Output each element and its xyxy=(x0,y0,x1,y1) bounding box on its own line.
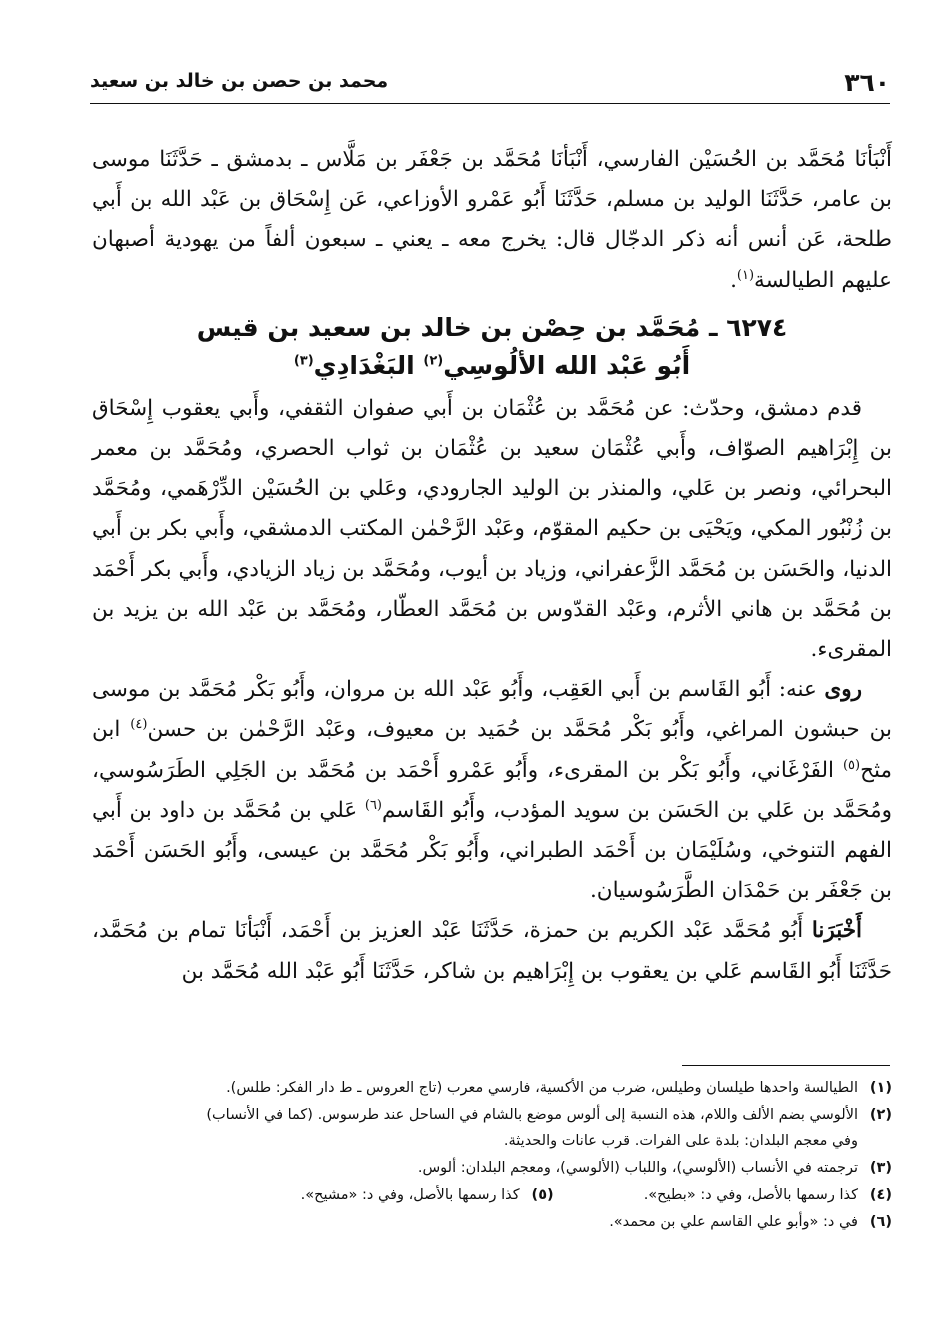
footnote-6 xyxy=(92,1209,892,1236)
paragraph-end: . xyxy=(730,267,737,293)
footnote-number: (٣) xyxy=(869,1160,892,1177)
akhbarana-label: أَخْبَرَنا xyxy=(811,918,862,944)
footnote-number: (٢) xyxy=(869,1106,892,1123)
page-number: ٣٦٠ xyxy=(844,68,890,97)
footnote-5 xyxy=(301,1182,554,1209)
running-title: محمد بن حصن بن خالد بن سعيد xyxy=(90,70,389,92)
paragraph-students xyxy=(92,670,892,911)
footnote-row-4-5 xyxy=(92,1182,892,1209)
footnote-ref-1[interactable]: (١) xyxy=(736,267,755,283)
footnote-text: كذا رسمها بالأصل، وفي د: «بطيح». xyxy=(643,1186,858,1203)
footnote-number: (٦) xyxy=(869,1213,892,1230)
footnote-2-continued: وفي معجم البلدان: بلدة على الفرات. قرب عانات والحديثة. xyxy=(503,1133,858,1150)
students-text-2: ابن مثح xyxy=(92,717,892,783)
students-text-3: الفَرْغَاني، وأَبُو بَكْر بن المقرىء، وأَبُو عَمْرو أَحْمَد بن مُحَمَّد بن الجَلِي الطَرَسُوسي، ومُحَمَّد بن عَلي بن الحَسَن بن سويد المؤدب، وأَبُو القَاسم xyxy=(92,757,893,823)
entry-subtitle xyxy=(92,347,892,385)
footnote-number: (٥) xyxy=(531,1186,554,1203)
footnotes xyxy=(92,1075,892,1235)
footnote-ref-4[interactable]: (٤) xyxy=(130,717,148,733)
footnote-ref-5[interactable]: (٥) xyxy=(842,757,861,773)
footnote-ref-3[interactable]: (٣) xyxy=(293,353,314,369)
riwaya-label: روى xyxy=(824,677,862,703)
header-rule xyxy=(90,103,890,104)
footnote-1 xyxy=(92,1075,892,1102)
students-text-4: عَلي بن مُحَمَّد بن داود بن أَبي الفهم التنوخي، وسُلَيْمَان بن أَحْمَد الطبراني، وأَبُو بَكْر مُحَمَّد بن عيسى، وأَبُو الحَسَن أَحْمَد بن جَعْفَر بن حَمْدَان الطَّرَسُوسيان. xyxy=(92,797,892,904)
footnote-text: الألوسي بضم الألف واللام، هذه النسبة إلى ألوس موضع بالشام في الساحل عند طرسوس. (كما في الأنساب) xyxy=(206,1106,858,1123)
footnote-ref-2[interactable]: (٢) xyxy=(423,353,444,369)
paragraph-teachers: قدم دمشق، وحدّث: عن مُحَمَّد بن عُثْمَان بن أَبي صفوان الثقفي، وأَبي يعقوب إِسْحَاق بن إِبْرَاهيم الصوّاف، وأَبي عُثْمَان سعيد بن عُثْمَان بن ثواب الحصري، ومُحَمَّد بن معمر البحرائي، ونصر بن عَلي، والمنذر بن الوليد الجارودي، وعَلي بن الحُسَيْن الدِّرْهَمي، ومُحَمَّد بن زُنْبُور المكي، ويَحْيَى بن حكيم المقوّم، وعَبْد الرَّحْمٰن المكتب الدمشقي، وأَبي بكر بن أَبي الدنيا، والحَسَن بن مُحَمَّد الزَّعفراني، وزياد بن أيوب، ومُحَمَّد بن زياد الزيادي، وأَبي بكر أَحْمَد بن مُحَمَّد بن هاني الأثرم، وعَبْد القدّوس بن مُحَمَّد العطّار، ومُحَمَّد بن عَبْد الله بن يزيد بن المقرىء. xyxy=(92,395,892,663)
paragraph-chain-1 xyxy=(92,140,892,301)
page-header xyxy=(90,60,890,100)
footnote-number: (١) xyxy=(869,1080,892,1096)
footnote-text: في د: «وأبو علي القاسم علي بن محمد». xyxy=(609,1213,858,1230)
footnote-ref-6[interactable]: (٦) xyxy=(364,797,382,813)
chain-text: أَبُو مُحَمَّد عَبْد الكريم بن حمزة، حَدَّثَنَا عَبْد العزيز بن أَحْمَد، أَنْبَأنَا تمام بن مُحَمَّد، حَدَّثَنَا أَبُو القَاسم عَلي بن يعقوب بن إِبْرَاهيم بن شاكر، حَدَّثَنَا أَبُو عَبْد الله مُحَمَّد بن xyxy=(92,918,892,984)
entry-nisba-2: البَغْدَادِي xyxy=(313,350,424,380)
footnote-text: كذا رسمها بالأصل، وفي د: «مشيح». xyxy=(300,1186,520,1203)
footnote-3 xyxy=(92,1155,892,1182)
entry-title: ٦٢٧٤ ـ مُحَمَّد بن حِصْن بن خالد بن سعيد بن قيس xyxy=(196,312,788,342)
main-text xyxy=(92,140,892,992)
footnote-text: ترجمته في الأنساب (الألوسي)، واللباب (الألوسي)، ومعجم البلدان: ألوس. xyxy=(417,1160,858,1177)
footnote-4 xyxy=(644,1182,892,1209)
paragraph-text: أَنْبَأنَا مُحَمَّد بن الحُسَيْن الفارسي، أَنْبَأنَا مُحَمَّد بن جَعْفَر بن مَلَّاس ـ بدمشق ـ حَدَّثَنَا موسى بن عامر، حَدَّثَنَا الوليد بن مسلم، حَدَّثَنَا أَبُو عَمْرو الأوزاعي، عَن إِسْحَاق بن عَبْد الله بن أَبي طلحة، عَن أنس أنه ذكر الدجّال قال: يخرج معه ـ يعني ـ سبعون ألفاً من يهودية أصبهان عليهم الطيالسة xyxy=(92,147,892,293)
footnote-text: الطيالسة واحدها طيلسان وطيلس، ضرب من الأكسية، فارسي معرب (تاج العروس ـ ط دار الفكر: طلس). xyxy=(226,1080,858,1096)
footnote-number: (٤) xyxy=(869,1186,892,1203)
paragraph-chain-2 xyxy=(92,911,892,991)
students-text-1: عنه: أَبُو القَاسم بن أَبي العَقِب، وأَبُو عَبْد الله بن مروان، وأَبُو بَكْر مُحَمَّد بن موسى بن حبشون المراغي، وأَبُو بَكْر مُحَمَّد بن حُمَيد بن معيوف، وعَبْد الرَّحْمٰن بن حسن xyxy=(92,677,892,743)
footnote-rule xyxy=(682,1065,890,1066)
footnote-2 xyxy=(92,1102,892,1129)
entry-nisba-1: أَبُو عَبْد الله الألُوسِي xyxy=(443,350,691,380)
